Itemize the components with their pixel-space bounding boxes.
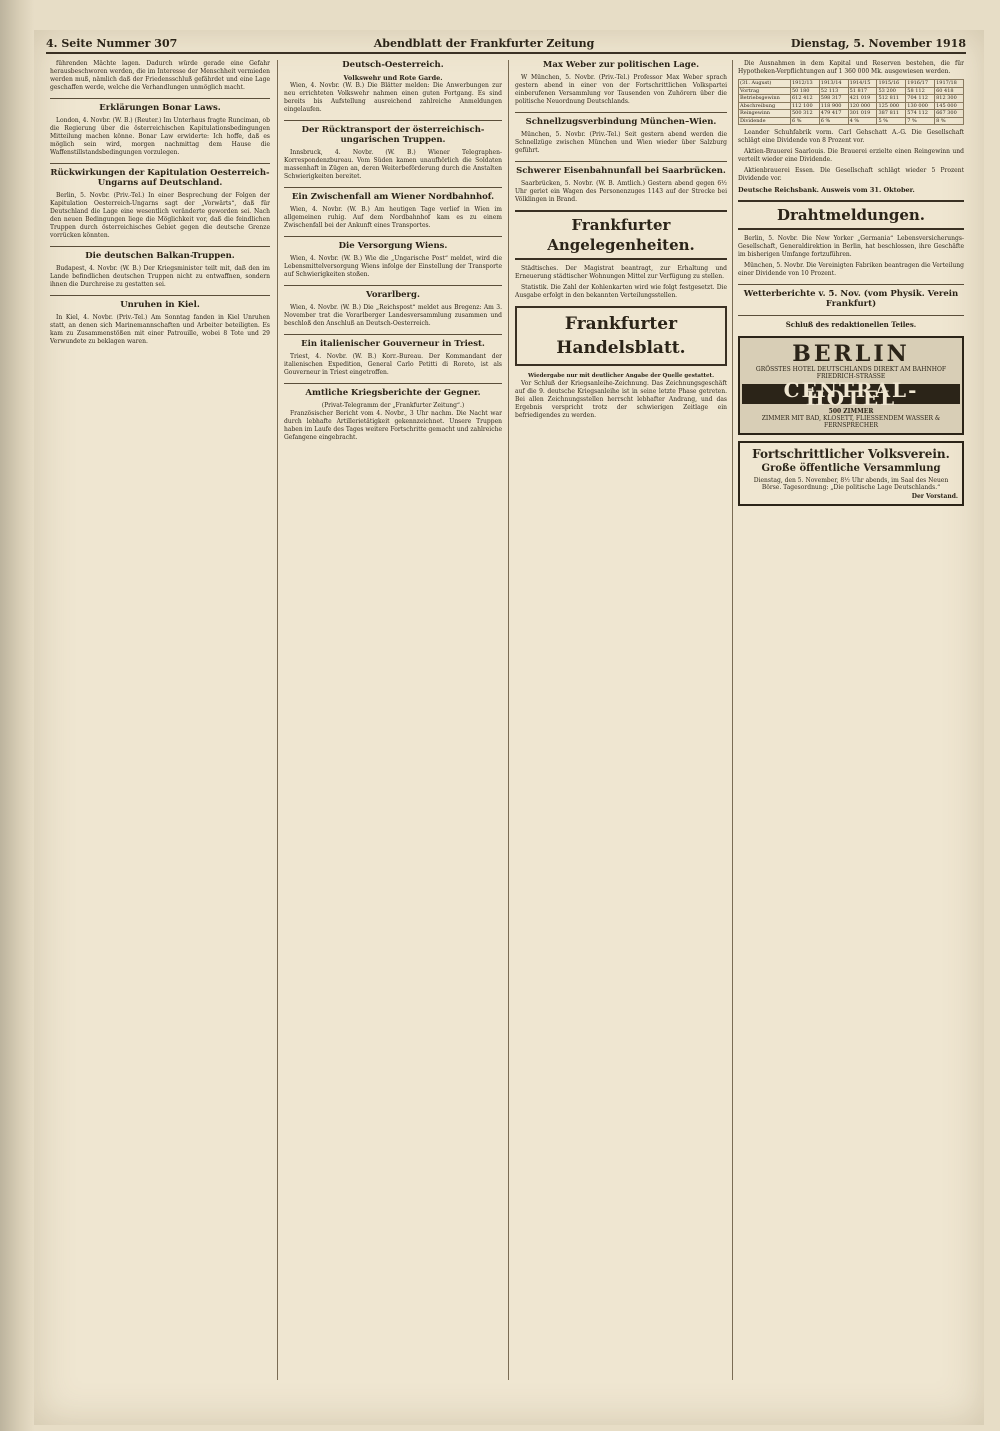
article-heading: Amtliche Kriegsberichte der Gegner. [284, 383, 502, 398]
section-heading-handelsblatt: Frankfurter Handelsblatt. [515, 306, 727, 366]
article-text: Budapest, 4. Novbr. (W. B.) Der Kriegsminister teilt mit, daß den im Lande befindlichen deutschen Truppen nicht zu entwaffnen, sondern ihnen die Durchreise zu gestatten sei. [50, 265, 270, 288]
table-cell: 6 % [819, 117, 848, 125]
editorial-end-note: Schluß des redaktionellen Teiles. [738, 315, 964, 330]
page-binding-edge [0, 0, 34, 1431]
article-text: führenden Mächte lagen. Dadurch würde gerade eine Gefahr herausbeschworen werden, die im Interesse der Menschheit vermieden werden muß, nämlich daß der Friedensschluß gefährdet und eine Lage geschaffen werde, welche die Verhandlungen unmöglich macht. [50, 60, 270, 91]
article-heading: Erklärungen Bonar Laws. [50, 98, 270, 113]
article-heading: Deutsch-Oesterreich. [342, 60, 444, 70]
article-text: Berlin, 5. Novbr. (Priv.-Tel.) In einer Besprechung der Folgen der Kapitulation Oesterreich-Ungarns sagt der „Vorwärts“, daß für Deutschland die Lage eine wesentlich veränderte geworden sei. Nach den neuen Bedingungen liege die Möglichkeit vor, daß die feindlichen Truppen durch österreichisches Gebiet gegen die deutsche Grenze vorrücken könnten. [50, 192, 270, 239]
column-3 [515, 60, 727, 1380]
article-heading: Vorarlberg. [284, 285, 502, 300]
issue-date: Dienstag, 5. November 1918 [790, 36, 966, 50]
table-cell: 112 100 [790, 102, 819, 110]
table-cell: 612 412 [790, 95, 819, 103]
article-text: Berlin, 5. Novbr. Die New Yorker „Germania“ Lebensversicherungs-Gesellschaft, Generaldirektion in Berlin, hat beschlossen, ihre Geschäfte im bisherigen Umfange fortzuführen. [738, 235, 964, 258]
article-heading: Die Versorgung Wiens. [284, 236, 502, 251]
article-subheading: Volkswehr und Rote Garde. [343, 74, 443, 82]
newspaper-title: Abendblatt der Frankfurter Zeitung [373, 36, 595, 50]
table-cell: 8 % [935, 117, 964, 125]
article-text: Triest, 4. Novbr. (W. B.) Korr.-Bureau. Der Kommandant der italienischen Expedition, General Carlo Petitti di Roreto, ist als Gouverneur in Triest eingetroffen. [284, 353, 502, 376]
table-header-cell: (31. August) [739, 80, 791, 88]
ad-signature: Der Vorstand. [911, 493, 958, 500]
article-text: W München, 5. Novbr. (Priv.-Tel.) Professor Max Weber sprach gestern abend in einer von der Fortschrittlichen Volkspartei einberufenen Versammlung vor Tausenden von Zuhörern über die politische Neuordnung Deutschlands. [515, 74, 727, 105]
article-heading: Ein italienischer Gouverneur in Triest. [284, 334, 502, 349]
article-text: Vor Schluß der Kriegsanleihe-Zeichnung. Das Zeichnungsgeschäft auf die 9. deutsche Kriegsanleihe ist in seine letzte Phase getreten. Bei allen Zeichnungsstellen herrscht lebhafter Andrang, und das Ergebnis verspricht trotz der schwierigen Zeitlage ein befriedigendes zu werden. [515, 380, 727, 419]
table-cell: 60 418 [935, 87, 964, 95]
article-text: Leander Schuhfabrik vorm. Carl Gehschatt A.-G. Die Gesellschaft schlägt eine Dividende von 8 Prozent vor. [738, 129, 964, 144]
ad-rooms: 500 ZIMMER [828, 408, 874, 415]
table-header-cell: 1914/15 [848, 80, 877, 88]
ad-organization: Fortschrittlicher Volksverein. [752, 447, 950, 461]
weather-heading: Wetterberichte v. 5. Nov. (vom Physik. Verein Frankfurt) [738, 284, 964, 309]
ad-event-title: Große öffentliche Versammlung [761, 463, 941, 474]
table-row [739, 117, 964, 125]
table-cell: 4 % [848, 117, 877, 125]
table-header-cell: 1912/13 [790, 80, 819, 88]
article-text: Städtisches. Der Magistrat beantragt, zur Erhaltung und Erneuerung städtischer Wohnungen Mittel zur Verfügung zu stellen. [515, 265, 727, 280]
article-heading: Max Weber zur politischen Lage. [542, 60, 700, 70]
ad-amenities: ZIMMER MIT BAD, KLOSETT, FLIESSENDEM WASSER & FERNSPRECHER [761, 415, 941, 429]
table-cell: Reingewinn [739, 110, 791, 118]
table-cell: 301 019 [848, 110, 877, 118]
article-heading: Die deutschen Balkan-Truppen. [50, 246, 270, 261]
ad-event-details: Dienstag, den 5. November, 8½ Uhr abends, im Saal des Neuen Börse. Tagesordnung: „Die politische Lage Deutschlands.“ [753, 477, 949, 491]
ad-tagline: GRÖSSTES HOTEL DEUTSCHLANDS DIREKT AM BAHNHOF FRIEDRICH-STRASSE [755, 366, 947, 380]
article-text: Aktienbrauerei Essen. Die Gesellschaft schlägt wieder 5 Prozent Dividende vor. [738, 167, 964, 182]
table-header-row [739, 80, 964, 88]
table-cell: 58 112 [906, 87, 935, 95]
table-title: Deutsche Reichsbank. Ausweis vom 31. Oktober. [738, 186, 915, 194]
section-heading-draht: Drahtmeldungen. [738, 200, 964, 230]
article-text: München, 5. Novbr. Die Vereinigten Fabriken beantragen die Verteilung einer Dividende von 10 Prozent. [738, 262, 964, 277]
table-cell: 50 180 [790, 87, 819, 95]
article-heading: Der Rücktransport der österreichisch-ungarischen Truppen. [284, 120, 502, 145]
table-cell: 130 000 [906, 102, 935, 110]
article-text: Aktien-Brauerei Saarlouis. Die Brauerei erzielte einen Reingewinn und verteilt wieder eine Dividende. [738, 148, 964, 163]
column-1 [50, 60, 270, 1380]
table-cell: 125 000 [877, 102, 906, 110]
table-cell: 574 112 [906, 110, 935, 118]
table-cell: 7 % [906, 117, 935, 125]
article-text: Die Ausnahmen in dem Kapital und Reserven bestehen, die für Hypotheken-Verpflichtungen auf 1 360 000 Mk. ausgewiesen werden. [738, 60, 964, 75]
column-4 [738, 60, 964, 1380]
assembly-advertisement [738, 441, 964, 506]
table-row [739, 102, 964, 110]
table-cell: Vortrag [739, 87, 791, 95]
article-heading: Schwerer Eisenbahnunfall bei Saarbrücken. [515, 161, 727, 176]
article-text: Wien, 4. Novbr. (W. B.) Am heutigen Tage verlief in Wien im allgemeinen ruhig. Auf dem Nordbahnhof kam es zu einem Zwischenfall bei der Ankunft eines Transportes. [284, 206, 502, 229]
table-cell: 667 300 [935, 110, 964, 118]
table-cell: 52 113 [819, 87, 848, 95]
table-cell: 6 % [790, 117, 819, 125]
table-cell: 421 019 [848, 95, 877, 103]
article-heading: Ein Zwischenfall am Wiener Nordbahnhof. [284, 187, 502, 202]
article-text: München, 5. Novbr. (Priv.-Tel.) Seit gestern abend werden die Schnellzüge zwischen München und Wien wieder über Salzburg geführt. [515, 131, 727, 154]
article-text: Saarbrücken, 5. Novbr. (W. B. Amtlich.) Gestern abend gegen 6½ Uhr geriet ein Wagen des Personenzuges 1143 auf der Strecke bei Völklingen in Brand. [515, 180, 727, 203]
article-heading: Rückwirkungen der Kapitulation Oesterreich-Ungarns auf Deutschland. [50, 163, 270, 188]
table-header-cell: 1917/18 [935, 80, 964, 88]
section-heading-local: Frankfurter Angelegenheiten. [515, 210, 727, 260]
table-cell: 118 900 [819, 102, 848, 110]
column-rule [277, 60, 278, 1380]
ad-hotel-name: CENTRAL-HOTEL [742, 384, 960, 404]
table-cell: 512 811 [877, 95, 906, 103]
article-text: Statistik. Die Zahl der Kohlenkarten wird wie folgt festgesetzt. Die Ausgabe erfolgt in den bekannten Verteilungsstellen. [515, 284, 727, 299]
article-text: Wien, 4. Novbr. (W. B.) Die „Reichspost“ meldet aus Bregenz: Am 3. November trat die Vorarlberger Landesversammlung zusammen und beschloß den Anschluß an Deutsch-Oesterreich. [284, 304, 502, 327]
table-cell: Dividende [739, 117, 791, 125]
article-heading: Unruhen in Kiel. [50, 295, 270, 310]
column-2 [284, 60, 502, 1380]
table-row [739, 87, 964, 95]
table-header-cell: 1915/16 [877, 80, 906, 88]
table-cell: 812 300 [935, 95, 964, 103]
article-subheading: (Privat-Telegramm der „Frankfurter Zeitung“.) [321, 402, 465, 409]
article-text: London, 4. Novbr. (W. B.) (Reuter.) Im Unterhaus fragte Runciman, ob die Regierung über die österreichischen Kapitulationsbedingungen Mitteilung machen könne. Bonar Law erwiderte: Ich hoffe, daß es möglich sein wird, morgen nachmittag dem Hause die Waffenstillstandsbedingungen vorzulegen. [50, 117, 270, 156]
section-note: Wiedergabe nur mit deutlicher Angabe der Quelle gestattet. [527, 373, 715, 379]
financial-table [738, 79, 964, 125]
masthead [46, 34, 966, 54]
table-row [739, 110, 964, 118]
table-cell: 145 000 [935, 102, 964, 110]
column-rule [732, 60, 733, 1380]
table-header-cell: 1916/17 [906, 80, 935, 88]
table-cell: Betriebsgewinn [739, 95, 791, 103]
table-cell: 120 000 [848, 102, 877, 110]
table-row [739, 95, 964, 103]
page-number: 4. Seite Nummer 307 [46, 36, 178, 50]
article-text: Wien, 4. Novbr. (W. B.) Wie die „Ungarische Post“ meldet, wird die Lebensmittelversorgung Wiens infolge der Einstellung der Transporte auf Schwierigkeiten stoßen. [284, 255, 502, 278]
table-cell: 500 312 [790, 110, 819, 118]
table-cell: 704 112 [906, 95, 935, 103]
table-cell: 5 % [877, 117, 906, 125]
table-header-cell: 1913/14 [819, 80, 848, 88]
table-cell: 53 200 [877, 87, 906, 95]
article-text: Innsbruck, 4. Novbr. (W. B.) Wiener Telegraphen-Korrespondenzbureau. Vom Süden kamen unaufhörlich die Soldaten massenhaft in Zügen an, deren Weiterbeförderung durch die Anstalten Schwierigkeiten bereitet. [284, 149, 502, 180]
table-cell: 598 317 [819, 95, 848, 103]
table-cell: 387 811 [877, 110, 906, 118]
article-text: In Kiel, 4. Novbr. (Priv.-Tel.) Am Sonntag fanden in Kiel Unruhen statt, an denen sich Marinemannschaften und Arbeiter beteiligten. Es kam zu Zusammenstößen mit einer Patrouille, wobei 8 Tote und 29 Verwundete zu beklagen waren. [50, 314, 270, 345]
table-cell: 479 417 [819, 110, 848, 118]
column-rule [508, 60, 509, 1380]
table-cell: 51 817 [848, 87, 877, 95]
ad-city: BERLIN [792, 341, 910, 367]
article-text: Französischer Bericht vom 4. Novbr., 3 Uhr nachm. Die Nacht war durch lebhafte Artillerietätigkeit gekennzeichnet. Unsere Truppen haben im Laufe des Tages weitere Fortschritte gemacht und zahlreiche Gefangene eingebracht. [284, 410, 502, 441]
article-text: Wien, 4. Novbr. (W. B.) Die Blätter melden: Die Anwerbungen zur neu errichteten Volkswehr nahmen einen guten Fortgang. Es sind bereits bis Aufstellung ausreichend zahlreiche Anmeldungen eingelaufen. [284, 82, 502, 113]
table-cell: Abschreibung [739, 102, 791, 110]
article-heading: Schnellzugsverbindung München–Wien. [515, 112, 727, 127]
hotel-advertisement [738, 336, 964, 435]
